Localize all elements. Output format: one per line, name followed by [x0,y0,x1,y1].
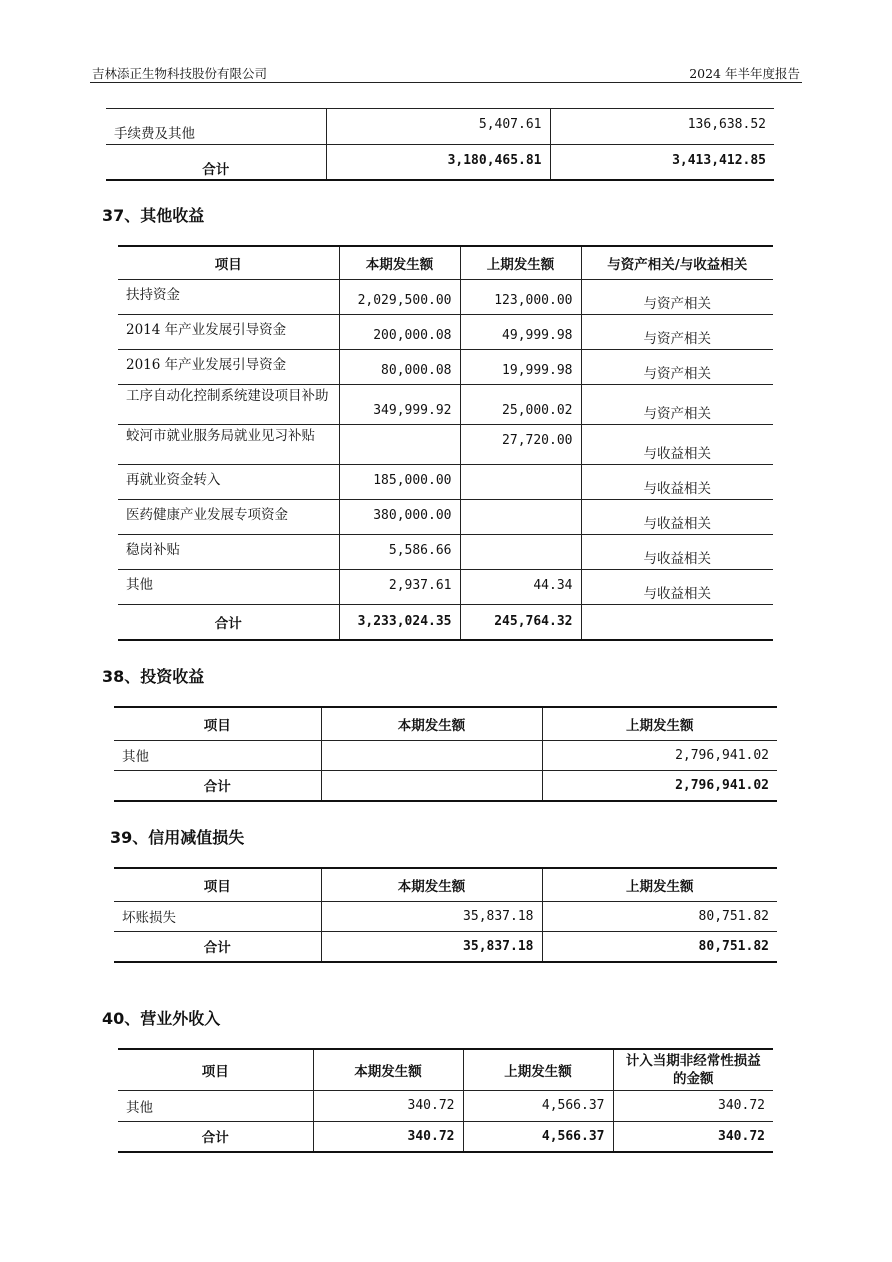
relation: 与收益相关 [581,464,773,499]
total-label: 合计 [118,604,339,640]
row-item: 其他 [118,1090,313,1121]
total-label: 合计 [118,1121,313,1152]
other-income-table [118,245,773,641]
section-38-title: 38、投资收益 [102,667,205,686]
current-amount: 2,937.61 [339,569,460,604]
relation: 与资产相关 [581,279,773,314]
current-amount: 349,999.92 [339,384,460,424]
header-row [114,868,777,901]
row-item: 2016 年产业发展引导资金 [118,349,339,384]
table-row [118,349,773,384]
section-40-title: 40、营业外收入 [102,1009,221,1028]
total-label: 合计 [114,931,321,962]
table-row [118,279,773,314]
col-current-header: 本期发生额 [313,1049,463,1090]
row-item: 再就业资金转入 [118,464,339,499]
table-row [114,740,777,770]
total-current: 340.72 [313,1121,463,1152]
col-prior-header: 上期发生额 [542,868,777,901]
col-prior-header: 上期发生额 [542,707,777,740]
header-divider [90,82,802,83]
current-amount: 35,837.18 [321,901,542,931]
prior-amount: 4,566.37 [463,1090,613,1121]
row-item: 手续费及其他 [106,109,326,145]
total-row [118,604,773,640]
header-row [118,246,773,279]
row-item: 稳岗补贴 [118,534,339,569]
total-row [114,931,777,962]
table-row [118,464,773,499]
current-amount: 200,000.08 [339,314,460,349]
total-row [106,145,774,180]
total-label: 合计 [114,770,321,801]
current-amount [339,424,460,464]
row-item: 2014 年产业发展引导资金 [118,314,339,349]
col-item-header: 项目 [114,868,321,901]
col-current-header: 本期发生额 [321,868,542,901]
prior-amount [460,499,581,534]
nonrecurring-amount: 340.72 [613,1090,773,1121]
section-37-title: 37、其他收益 [102,206,205,225]
prior-amount: 123,000.00 [460,279,581,314]
prior-amount: 25,000.02 [460,384,581,424]
col-current-header: 本期发生额 [321,707,542,740]
relation: 与收益相关 [581,424,773,464]
credit-impairment-table [114,867,777,963]
table-row [118,569,773,604]
current-amount: 2,029,500.00 [339,279,460,314]
current-amount [321,740,542,770]
current-amount: 80,000.08 [339,349,460,384]
row-item: 其他 [118,569,339,604]
report-title: 2024 年半年度报告 [689,66,800,81]
current-amount: 5,407.61 [326,109,550,145]
total-label: 合计 [106,145,326,180]
total-current: 3,233,024.35 [339,604,460,640]
total-relation-empty [581,604,773,640]
relation: 与收益相关 [581,499,773,534]
current-amount: 340.72 [313,1090,463,1121]
total-prior: 3,413,412.85 [550,145,774,180]
prior-amount: 49,999.98 [460,314,581,349]
col-item-header: 项目 [118,1049,313,1090]
col-relation-header: 与资产相关/与收益相关 [581,246,773,279]
non-operating-income-table [118,1048,773,1153]
total-prior: 80,751.82 [542,931,777,962]
current-amount: 185,000.00 [339,464,460,499]
col-nonrecurring-header: 计入当期非经常性损益的金额 [613,1049,773,1090]
col-prior-header: 上期发生额 [463,1049,613,1090]
row-item: 蛟河市就业服务局就业见习补贴 [118,424,339,464]
relation: 与资产相关 [581,314,773,349]
total-prior: 4,566.37 [463,1121,613,1152]
relation: 与收益相关 [581,534,773,569]
header-row [118,1049,773,1090]
prior-amount: 80,751.82 [542,901,777,931]
investment-income-table [114,706,777,802]
prior-amount [460,464,581,499]
prior-amount [460,534,581,569]
row-item: 坏账损失 [114,901,321,931]
total-current: 35,837.18 [321,931,542,962]
relation: 与收益相关 [581,569,773,604]
row-item: 医药健康产业发展专项资金 [118,499,339,534]
prior-amount: 2,796,941.02 [542,740,777,770]
col-item-header: 项目 [118,246,339,279]
total-row [114,770,777,801]
table-row [106,109,774,145]
table-row [118,424,773,464]
relation: 与资产相关 [581,384,773,424]
header-row [114,707,777,740]
row-item: 工序自动化控制系统建设项目补助 [118,384,339,424]
row-item: 其他 [114,740,321,770]
table-row [118,384,773,424]
section-39-title: 39、信用减值损失 [110,828,245,847]
continued-table [106,108,774,181]
table-row [118,314,773,349]
total-current [321,770,542,801]
col-prior-header: 上期发生额 [460,246,581,279]
table-row [118,534,773,569]
table-row [118,1090,773,1121]
table-row [118,499,773,534]
company-name: 吉林添正生物科技股份有限公司 [92,66,268,81]
prior-amount: 19,999.98 [460,349,581,384]
col-item-header: 项目 [114,707,321,740]
row-item: 扶持资金 [118,279,339,314]
total-nonrecurring: 340.72 [613,1121,773,1152]
current-amount: 5,586.66 [339,534,460,569]
col-current-header: 本期发生额 [339,246,460,279]
prior-amount: 136,638.52 [550,109,774,145]
current-amount: 380,000.00 [339,499,460,534]
total-prior: 245,764.32 [460,604,581,640]
total-prior: 2,796,941.02 [542,770,777,801]
prior-amount: 27,720.00 [460,424,581,464]
total-row [118,1121,773,1152]
prior-amount: 44.34 [460,569,581,604]
total-current: 3,180,465.81 [326,145,550,180]
table-row [114,901,777,931]
relation: 与资产相关 [581,349,773,384]
